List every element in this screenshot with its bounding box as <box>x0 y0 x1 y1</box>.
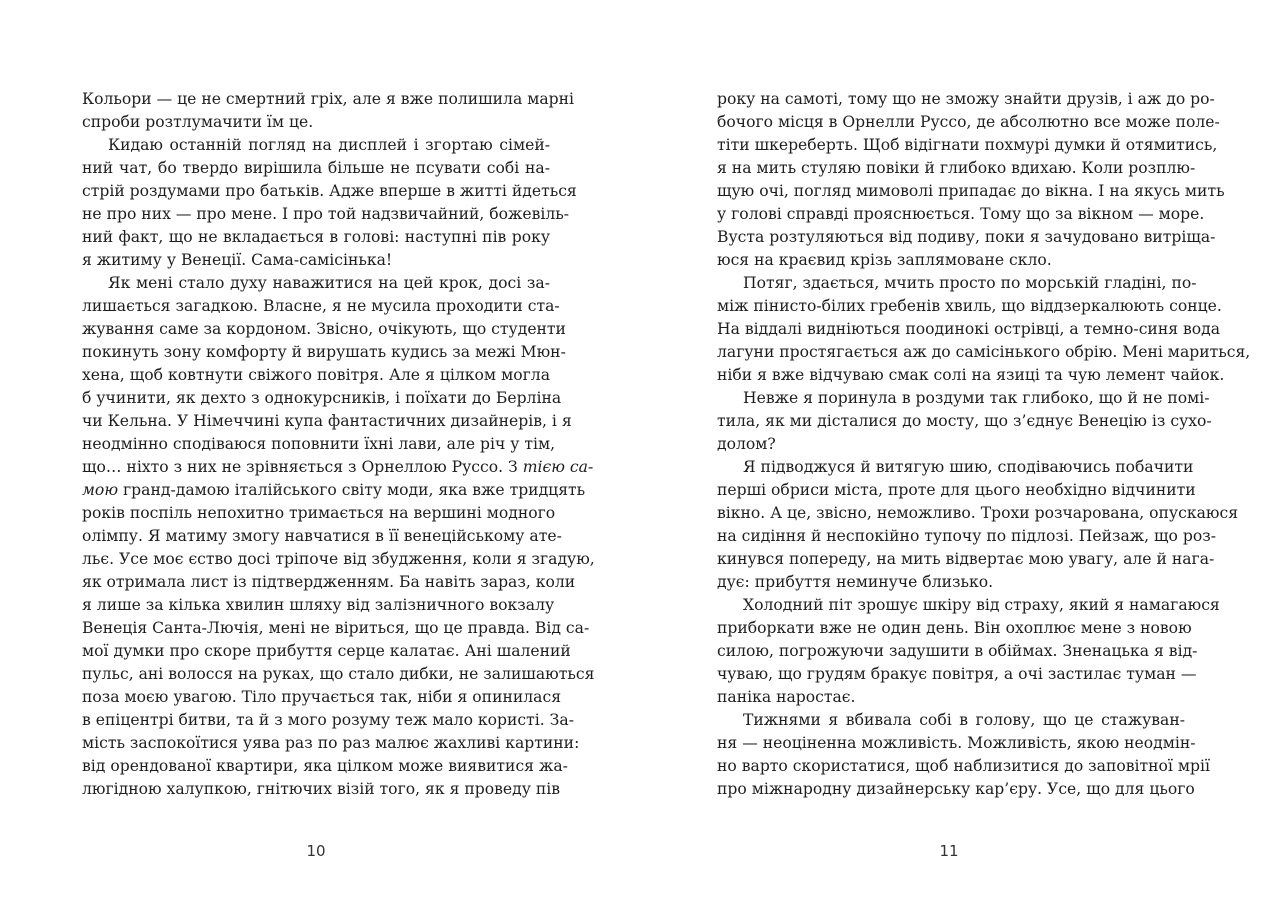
text-line <box>717 410 1212 433</box>
text-run: паніка наростає. <box>717 688 856 706</box>
text-run: щую очі, погляд мимоволі припадає до вікна. І на якусь мить <box>717 182 1225 200</box>
text-line <box>717 640 1198 663</box>
text-run: мість заспокоїтися уява раз по раз малює жахливі картини: <box>82 734 580 752</box>
text-line <box>717 456 1194 479</box>
text-line <box>82 571 576 594</box>
text-line <box>717 249 1185 272</box>
text-line <box>82 410 572 433</box>
text-line <box>717 387 1210 410</box>
text-line <box>82 88 575 111</box>
text-line <box>82 594 555 617</box>
text-run: люгідною халупкою, гнітючих візій того, як я проведу пів <box>82 780 561 798</box>
paragraph <box>717 709 1210 801</box>
text-run: Кольори — це не смертний гріх, але я вже полишила марні <box>82 90 575 108</box>
text-run: б учинити, як дехто з однокурсників, і поїхати до Берліна <box>82 389 562 407</box>
text-run: вікно. А це, звісно, неможливо. Трохи розчарована, опускаюся <box>717 504 1239 522</box>
text-line <box>717 594 1220 617</box>
text-line <box>82 640 571 663</box>
text-line <box>82 502 556 525</box>
text-line <box>82 295 560 318</box>
text-line <box>82 134 550 157</box>
text-line <box>717 663 1197 686</box>
text-run: лагуни простягається аж до самісінького обрію. Мені мариться, <box>717 343 1251 361</box>
text-run: Потяг, здається, мчить просто по морській гладіні, по- <box>743 274 1197 292</box>
text-line <box>717 778 1195 801</box>
text-line <box>717 111 1220 134</box>
text-line <box>717 157 1196 180</box>
paragraph <box>82 88 575 134</box>
text-run: поза моєю увагою. Тіло пручається так, ніби я опинилася <box>82 688 562 706</box>
left-page-text <box>82 88 595 801</box>
text-run: від орендованої квартири, яка цілком може виявитися жа- <box>82 757 568 775</box>
text-run: тила, як ми дісталися до мосту, що з’єднує Венецію із сухо- <box>717 412 1212 430</box>
text-run: гранд-дамою італійського світу моди, яка вже тридцять <box>118 481 586 499</box>
text-run: дує: прибуття неминуче близько. <box>717 573 994 591</box>
paragraph <box>717 88 1225 272</box>
text-run: між пінисто-білих гребенів хвиль, що віддзеркалюють сонце. <box>717 297 1222 315</box>
text-line <box>82 778 561 801</box>
text-run: чи Кельна. У Німеччині купа фантастичних дизайнерів, і я <box>82 412 572 430</box>
text-run: мої думки про скоре прибуття серце калатає. Ані шалений <box>82 642 571 660</box>
text-line <box>82 387 562 410</box>
text-line <box>717 686 1185 709</box>
text-line <box>82 456 594 479</box>
text-run: на сидіння й неспокійно тупочу по підлозі. Пейзаж, що роз- <box>717 527 1217 545</box>
text-run: приборкати вже не один день. Він охоплює мене з новою <box>717 619 1192 637</box>
text-run: не про них — про мене. І про той надзвичайний, божевіль- <box>82 205 570 223</box>
text-line <box>717 617 1192 640</box>
text-line <box>717 134 1218 157</box>
text-line <box>82 272 550 295</box>
text-run: в епіцентрі битви, та й з мого розуму теж мало користі. За- <box>82 711 574 729</box>
text-line <box>717 571 1185 594</box>
text-line <box>717 203 1205 226</box>
text-line <box>82 341 566 364</box>
text-line <box>82 111 550 134</box>
text-line <box>717 502 1239 525</box>
text-run: силою, погрожуючи задушити в обіймах. Зненацька я від- <box>717 642 1198 660</box>
text-run: року на самоті, тому що не зможу знайти друзів, і аж до ро- <box>717 90 1215 108</box>
text-line <box>82 364 550 387</box>
text-line <box>82 157 550 180</box>
text-line <box>82 709 574 732</box>
text-run: я лише за кілька хвилин шляху від залізничного вокзалу <box>82 596 555 614</box>
text-line <box>82 249 550 272</box>
left-page-number: 10 <box>306 842 326 860</box>
text-line <box>82 226 550 249</box>
text-run: олімпу. Я матиму змогу навчатися в її венеційському ате- <box>82 527 562 545</box>
text-run: як отримала лист із підтвердженням. Ба навіть зараз, коли <box>82 573 576 591</box>
text-run: тіти шкереберть. Щоб відігнати похмурі думки й отямитись, <box>717 136 1218 154</box>
text-run: про міжнародну дизайнерську кар’єру. Усе, що для цього <box>717 780 1195 798</box>
text-line <box>717 479 1196 502</box>
text-run: ніби я вже відчуваю смак солі на язиці та чую лемент чайок. <box>717 366 1225 384</box>
text-run: но варто скористатися, щоб наблизитися до заповітної мрії <box>717 757 1210 775</box>
text-run: пульс, ані волосся на руках, що стало дибки, не залишаються <box>82 665 595 683</box>
text-run: стрій роздумами про батьків. Адже вперше в житті йдеться <box>82 182 577 200</box>
text-line <box>717 525 1217 548</box>
text-line <box>717 318 1221 341</box>
text-run: ний чат, бо твердо вирішила більше не псувати собі на- <box>82 159 550 177</box>
text-line <box>717 433 1185 456</box>
text-line <box>717 226 1216 249</box>
text-line <box>717 548 1215 571</box>
text-run: хена, щоб ковтнути свіжого повітря. Але я цілком могла <box>82 366 550 384</box>
text-run: юся на краєвид крізь заплямоване скло. <box>717 251 1052 269</box>
paragraph <box>717 594 1220 709</box>
text-run: у голові справді прояснюється. Тому що за вікном — море. <box>717 205 1205 223</box>
text-run: неодмінно сподіваюся поповнити їхні лави, але річ у тім, <box>82 435 556 453</box>
text-line <box>717 732 1196 755</box>
paragraph <box>82 134 577 272</box>
text-line <box>717 88 1215 111</box>
text-line <box>82 180 577 203</box>
text-run: льє. Усе моє єство досі тріпоче від збудження, коли я згадую, <box>82 550 595 568</box>
right-page <box>633 0 1266 917</box>
text-run: Венеція Санта-Лючія, мені не віриться, що це правда. Від са- <box>82 619 590 637</box>
paragraph <box>717 456 1239 594</box>
text-line <box>717 295 1222 318</box>
text-run: Як мені стало духу наважитися на цей крок, досі за- <box>108 274 550 292</box>
text-run: Тижнями я вбивала собі в голову, що це стажуван- <box>743 711 1185 729</box>
text-run: я на мить стуляю повіки й глибоко вдихаю. Коли розплю- <box>717 159 1196 177</box>
text-run: Вуста розтуляються від подиву, поки я зачудовано витріща- <box>717 228 1216 246</box>
text-run: спроби розтлумачити їм це. <box>82 113 314 131</box>
text-line <box>82 755 568 778</box>
text-line <box>717 755 1210 778</box>
text-run: Холодний піт зрошує шкіру від страху, який я намагаюся <box>743 596 1220 614</box>
text-run: лишається загадкою. Власне, я не мусила проходити ста- <box>82 297 560 315</box>
text-line <box>82 203 570 226</box>
italic-text: тією са- <box>522 458 594 476</box>
italic-text: мою <box>82 481 119 499</box>
text-run: перші обриси міста, проте для цього необхідно відчинити <box>717 481 1196 499</box>
text-run: ня — неоціненна можливість. Можливість, якою неодмін- <box>717 734 1196 752</box>
text-run: чуваю, що грудям бракує повітря, а очі застилає туман — <box>717 665 1197 683</box>
text-run: На віддалі видніються поодинокі острівці, а темно-синя вода <box>717 320 1221 338</box>
text-line <box>82 318 566 341</box>
text-run: жування саме за кордоном. Звісно, очікують, що студенти <box>82 320 566 338</box>
text-line <box>717 180 1225 203</box>
text-run: кинувся попереду, на мить відвертає мою увагу, але й нага- <box>717 550 1215 568</box>
text-line <box>82 548 595 571</box>
paragraph <box>82 272 595 801</box>
text-run: покинуть зону комфорту й вирушать кудись за межі Мюн- <box>82 343 566 361</box>
text-line <box>82 732 580 755</box>
text-run: долом? <box>717 435 776 453</box>
text-run: Невже я поринула в роздуми так глибоко, що й не помі- <box>743 389 1210 407</box>
text-line <box>717 709 1185 732</box>
text-run: років поспіль непохитно тримається на вершині модного <box>82 504 556 522</box>
text-run: я житиму у Венеції. Сама-самісінька! <box>82 251 393 269</box>
right-page-text <box>717 88 1251 801</box>
text-line <box>717 341 1251 364</box>
text-run: бочого місця в Орнелли Руссо, де абсолютно все може поле- <box>717 113 1220 131</box>
text-run: ний факт, що не вкладається в голові: наступні пів року <box>82 228 550 246</box>
paragraph <box>717 387 1212 456</box>
text-run: що… ніхто з них не зрівняється з Орнеллою Руссо. З <box>82 458 523 476</box>
text-line <box>82 479 586 502</box>
text-line <box>82 525 562 548</box>
paragraph <box>717 272 1251 387</box>
text-run: Кидаю останній погляд на дисплей і згортаю сімей- <box>108 136 550 154</box>
text-line <box>717 364 1225 387</box>
text-run: Я підводжуся й витягую шию, сподіваючись побачити <box>743 458 1194 476</box>
text-line <box>82 617 590 640</box>
right-page-number: 11 <box>939 842 959 860</box>
text-line <box>82 663 595 686</box>
text-line <box>82 433 556 456</box>
text-line <box>82 686 562 709</box>
text-line <box>717 272 1197 295</box>
